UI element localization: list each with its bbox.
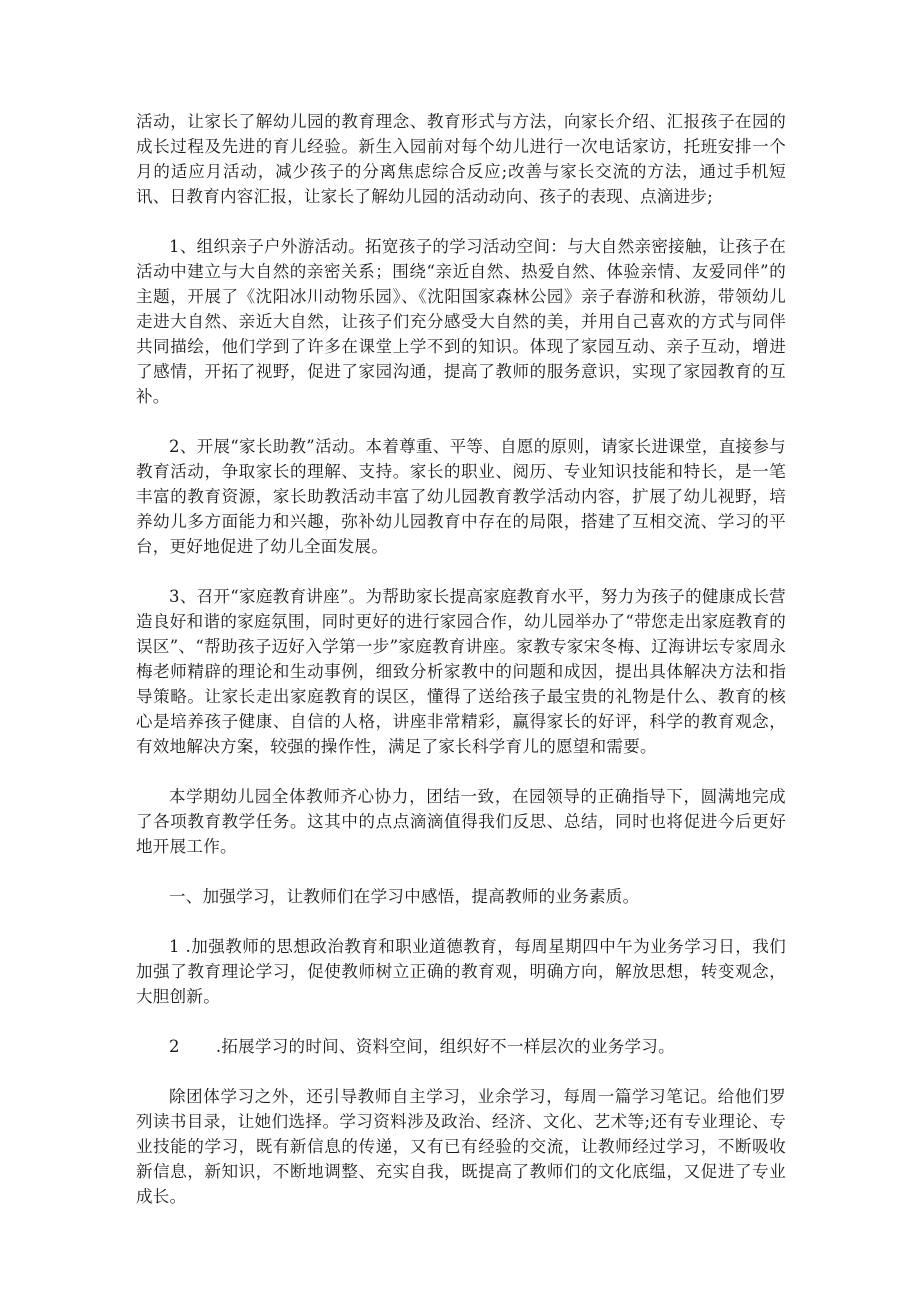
item-2-text: .拓展学习的时间、资料空间，组织好不一样层次的业务学习。 (215, 1037, 675, 1056)
paragraph-self-study: 除团体学习之外，还引导教师自主学习，业余学习，每周一篇学习笔记。给他们罗列读书目录，让她们选择。学习资料涉及政治、经济、文化、艺术等;还有专业理论、专业技能的学习，既有新信息的传递，又有已有经验的交流，让教师经过学习，不断吸收新信息，新知识，不断地调整、充实自我，既提高了教师们的文化底缊，又促进了专业成长。 (136, 1087, 786, 1206)
item-2-number: 2 (169, 1037, 180, 1056)
paragraph-semester-summary: 本学期幼儿园全体教师齐心协力，团结一致，在园领导的正确指导下，圆满地完成了各项教育教学任务。这其中的点点滴滴值得我们反思、总结，同时也将促进今后更好地开展工作。 (136, 787, 786, 856)
paragraph-parent-assistant: 2、开展“家长助教”活动。本着尊重、平等、自愿的原则，请家长进课堂，直接参与教育活动，争取家长的理解、支持。家长的职业、阅历、专业知识技能和特长，是一笔丰富的教育资源，家长助教活动丰富了幼儿园教育教学活动内容，扩展了幼儿视野，培养幼儿多方面能力和兴趣，弥补幼儿园教育中存在的局限，搭建了互相交流、学习的平台，更好地促进了幼儿全面发展。 (136, 437, 786, 556)
paragraph-intro: 活动，让家长了解幼儿园的教育理念、教育形式与方法，向家长介绍、汇报孩子在园的成长过程及先进的育儿经验。新生入园前对每个幼儿进行一次电话家访，托班安排一个月的适应月活动，减少孩子的分离焦虑综合反应;改善与家长交流的方法，通过手机短讯、日教育内容汇报，让家长了解幼儿园的活动动向、孩子的表现、点滴进步; (136, 112, 786, 206)
paragraph-family-lecture: 3、召开“家庭教育讲座”。为帮助家长提高家庭教育水平，努力为孩子的健康成长营造良好和谐的家庭氛围，同时更好的进行家园合作，幼儿园举办了“带您走出家庭教育的误区”、“帮助孩子迈好入学第一步”家庭教育讲座。家教专家宋冬梅、辽海讲坛专家周永梅老师精辟的理论和生动事例，细致分析家教中的问题和成因，提出具体解决方法和指导策略。让家长走出家庭教育的误区，懂得了送给孩子最宝贵的礼物是什么、教育的核心是培养孩子健康、自信的人格，讲座非常精彩，赢得家长的好评，科学的教育观念，有效地解决方案，较强的操作性，满足了家长科学育儿的愿望和需要。 (136, 587, 786, 756)
paragraph-item-2 (136, 1034, 786, 1059)
paragraph-outdoor-activity: 1、组织亲子户外游活动。拓宽孩子的学习活动空间：与大自然亲密接触，让孩子在活动中建立与大自然的亲密关系；围绕“亲近自然、热爱自然、体验亲情、友爱同伴”的主题，开展了《沈阳冰川动物乐园》、《沈阳国家森林公园》亲子春游和秋游，带领幼儿走进大自然、亲近大自然，让孩子们充分感受大自然的美，并用自己喜欢的方式与同伴共同描绘，他们学到了许多在课堂上学不到的知识。体现了家园互动、亲子互动，增进了感情，开拓了视野，促进了家园沟通，提高了教师的服务意识，实现了家园教育的互补。 (136, 237, 786, 406)
section-heading-study: 一、加强学习，让教师们在学习中感悟，提高教师的业务素质。 (169, 887, 640, 906)
paragraph-item-1: 1 .加强教师的思想政治教育和职业道德教育，每周星期四中午为业务学习日，我们加强了教育理论学习，促使教师树立正确的教育观，明确方向，解放思想，转变观念，大胆创新。 (136, 937, 786, 1006)
document-page (136, 109, 786, 1234)
